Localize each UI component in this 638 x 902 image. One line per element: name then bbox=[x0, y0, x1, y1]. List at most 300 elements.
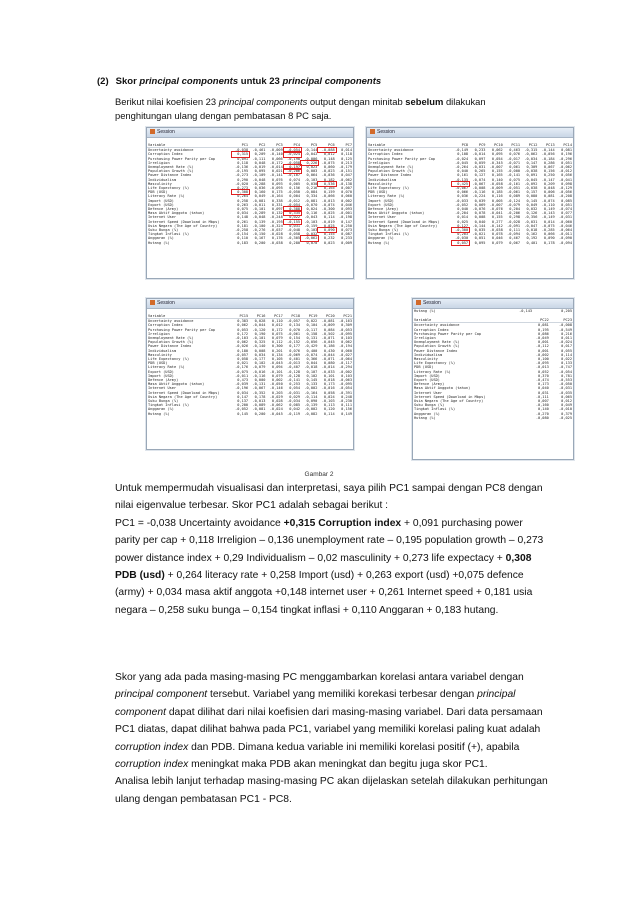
coefficient-cell: -0,010 bbox=[559, 407, 572, 412]
coefficient-cell: -0,101 bbox=[252, 207, 266, 212]
coefficient-cell: 0,536 bbox=[318, 182, 335, 186]
coefficient-cell: -0,071 bbox=[507, 160, 521, 165]
coefficient-cell: 0,095 bbox=[254, 169, 266, 174]
coefficient-cell: 0,107 bbox=[306, 369, 318, 374]
coefficient-cell: 0,062 bbox=[237, 340, 249, 345]
coefficient-cell: -0,429 bbox=[304, 344, 318, 349]
coefficient-cell: -0,074 bbox=[541, 198, 555, 203]
column-header-variable: Variable bbox=[147, 143, 232, 148]
coefficient-cell: -0,031 bbox=[559, 215, 572, 220]
variable-name: Uncertainty avoidance bbox=[148, 319, 194, 324]
coefficient-cell: -0,011 bbox=[559, 232, 572, 237]
variable-name: Unemployment Rate (%) bbox=[368, 165, 414, 170]
coefficient-cell: 0,300 bbox=[271, 344, 283, 349]
table-row bbox=[147, 412, 353, 416]
coefficient-cell: 0,147 bbox=[341, 219, 352, 224]
coefficient-cell: -0,111 bbox=[252, 156, 266, 161]
coefficient-cell: -0,053 bbox=[339, 327, 352, 332]
coefficient-cell: 0,070 bbox=[341, 190, 352, 195]
variable-name: Literacy Rate (%) bbox=[368, 194, 405, 199]
coefficient-cell: 0,137 bbox=[237, 399, 249, 404]
variable-name: Population Growth (%) bbox=[148, 340, 194, 345]
coefficient-cell: -0,151 bbox=[339, 169, 352, 174]
coefficient-cell: -0,062 bbox=[269, 403, 283, 408]
coefficient-cell: -0,075 bbox=[541, 223, 555, 228]
coefficient-cell: -0,009 bbox=[269, 148, 283, 153]
coefficient-cell: 0,048 bbox=[254, 160, 266, 165]
coefficient-cell: 0,172 bbox=[271, 327, 283, 332]
variable-name: Hutang (%) bbox=[414, 415, 436, 420]
coefficient-cell: 0,467 bbox=[509, 236, 521, 241]
coefficient-cell: -0,094 bbox=[559, 240, 572, 245]
coefficient-cell: 0,094 bbox=[271, 365, 283, 370]
coefficient-cell: 0,031 bbox=[537, 390, 549, 395]
coefficient-cell: 0,263 bbox=[237, 202, 249, 207]
coefficient-cell: 0,076 bbox=[289, 348, 301, 353]
variable-name: Power Distance Index bbox=[148, 173, 192, 178]
coefficient-cell: 0,036 bbox=[254, 186, 266, 191]
coefficient-cell: 0,007 bbox=[341, 186, 352, 191]
coefficient-cell: -0,056 bbox=[304, 340, 318, 345]
coefficient-cell: -0,230 bbox=[339, 399, 352, 404]
coefficient-cell: 0,127 bbox=[457, 223, 469, 228]
coefficient-cell: -0,050 bbox=[559, 382, 572, 387]
pc1-paragraph: Untuk mempermudah visualisasi dan interpretasi, saya pilih PC1 sampai dengan PC8 dengan nilai eigenvalue terbesar. Skor PC1 adalah sebagai berikut : PC1 = -0,038 Uncertainty avoidance +0,315 Corruption index + 0,091 purchasing power parity per cap + 0,118 Irreligion – 0,136 unemployment rate – 0,195 population growth – 0,273 power distance index + 0,29 Individualism – 0,02 masculinity + 0,273 life expectacy + 0,308 PDB (usd) + 0,264 literacy rate + 0,258 Import (usd) + 0,263 export (usd) +0,075 defence (army) + 0,034 masa aktif anggota +0,148 internet user + 0,261 Internet speed + 0,181 usia negara – 0,258 suku bunga – 0,154 tingkat inflasi + 0,110 Anggaran + 0,183 hutang. bbox=[115, 483, 544, 616]
coefficient-cell: 0,186 bbox=[323, 344, 335, 349]
coefficient-cell: 0,172 bbox=[237, 331, 249, 336]
coefficient-cell: 0,012 bbox=[561, 399, 572, 404]
coefficient-cell: 0,075 bbox=[509, 177, 521, 182]
coefficient-cell: -0,038 bbox=[235, 148, 249, 153]
coefficient-cell: 0,081 bbox=[537, 323, 549, 328]
coefficient-cell: -0,056 bbox=[541, 152, 555, 157]
coefficient-cell: -0,144 bbox=[304, 148, 318, 153]
variable-name: Defence (Army) bbox=[414, 382, 445, 387]
coefficient-cell: 0,091 bbox=[237, 156, 249, 161]
coefficient-cell: -0,033 bbox=[455, 198, 469, 203]
coefficient-cell: 0,216 bbox=[561, 331, 572, 336]
coefficient-cell: 0,090 bbox=[543, 236, 555, 241]
coefficient-cell: 0,017 bbox=[561, 344, 572, 349]
coefficient-cell: 0,067 bbox=[509, 240, 521, 245]
variable-name: Usia Negara (The Age of Country) bbox=[148, 223, 218, 228]
coefficient-cell: 0,054 bbox=[289, 386, 301, 391]
coefficient-cell: -0,016 bbox=[252, 369, 266, 374]
session-icon bbox=[150, 300, 155, 305]
coefficient-cell: 0,425 bbox=[452, 182, 469, 186]
coefficient-cell: -0,000 bbox=[507, 169, 521, 174]
coefficient-cell: 0,085 bbox=[561, 198, 572, 203]
coefficient-cell: -0,075 bbox=[321, 160, 335, 165]
coefficient-cell: -0,270 bbox=[535, 411, 549, 416]
column-header-pc11: PC11 bbox=[504, 143, 521, 148]
variable-name: Masculinity bbox=[148, 352, 172, 357]
variable-name: Usia Negara (The Age of Country) bbox=[368, 223, 438, 228]
coefficient-cell: -0,029 bbox=[269, 394, 283, 399]
coefficient-cell: 0,127 bbox=[474, 173, 486, 178]
coefficient-cell: -0,034 bbox=[524, 156, 538, 161]
coefficient-cell: -0,007 bbox=[489, 202, 503, 207]
coefficient-cell: 0,059 bbox=[474, 160, 486, 165]
coefficient-cell: -0,045 bbox=[269, 411, 283, 416]
variable-name: Hutang (%) bbox=[148, 240, 170, 245]
coefficient-cell: 0,062 bbox=[491, 148, 503, 153]
coefficient-cell: -0,048 bbox=[252, 177, 266, 182]
coefficient-table bbox=[147, 143, 353, 245]
coefficient-cell: 0,049 bbox=[561, 403, 572, 408]
table-row bbox=[147, 241, 353, 245]
variable-name: Anggaran (%) bbox=[368, 236, 394, 241]
coefficient-cell: -0,002 bbox=[339, 369, 352, 374]
section-heading: (2) Skor principal components untuk 23 principal components bbox=[97, 76, 382, 87]
coefficient-cell: 0,095 bbox=[491, 152, 503, 157]
coefficient-cell: 0,005 bbox=[289, 181, 301, 186]
session-window-pc22-pc23 bbox=[412, 298, 574, 460]
coefficient-cell: 0,250 bbox=[341, 223, 352, 228]
coefficient-cell: -0,084 bbox=[304, 190, 318, 195]
coefficient-cell: -0,041 bbox=[559, 177, 572, 182]
column-header-pc1: PC1 bbox=[232, 143, 249, 148]
coefficient-cell: 0,034 bbox=[237, 390, 249, 395]
coefficient-cell: -0,089 bbox=[252, 403, 266, 408]
coefficient-cell: -0,044 bbox=[321, 352, 335, 357]
coefficient-cell: -0,124 bbox=[507, 198, 521, 203]
column-header-pc21: PC21 bbox=[336, 314, 353, 319]
variable-name: Purchasing Power Parity per Cap bbox=[148, 327, 216, 332]
coefficient-cell: -0,391 bbox=[339, 390, 352, 395]
coefficient-cell: 0,040 bbox=[474, 219, 486, 224]
coefficient-cell: -0,046 bbox=[559, 223, 572, 228]
coefficient-cell: 0,070 bbox=[289, 327, 301, 332]
coefficient-cell: -0,008 bbox=[472, 186, 486, 191]
coefficient-cell: -0,018 bbox=[304, 365, 318, 370]
coefficient-cell: -0,028 bbox=[507, 219, 521, 224]
coefficient-cell: 0,040 bbox=[537, 386, 549, 391]
coefficient-cell: 0,175 bbox=[271, 190, 283, 195]
variable-name: Export (USD) bbox=[414, 378, 440, 383]
column-header-pc15: PC15 bbox=[232, 314, 249, 319]
coefficient-cell: 0,190 bbox=[254, 331, 266, 336]
coefficient-cell: -0,041 bbox=[489, 211, 503, 216]
variable-name: Power Distance Index bbox=[368, 173, 412, 178]
coefficient-cell: -0,149 bbox=[455, 148, 469, 153]
coefficient-cell: 0,097 bbox=[474, 156, 486, 161]
coefficient-cell: 0,001 bbox=[537, 340, 549, 345]
variable-name: Defence (Army) bbox=[148, 378, 179, 383]
variable-name: Irreligion bbox=[368, 160, 390, 165]
coefficient-cell: -0,034 bbox=[287, 399, 301, 404]
coefficient-cell: -0,028 bbox=[269, 232, 283, 237]
coefficient-cell: -0,074 bbox=[304, 352, 318, 357]
coefficient-cell: -0,074 bbox=[559, 207, 572, 212]
window-titlebar[interactable]: Session bbox=[413, 299, 573, 309]
column-header-pc5: PC5 bbox=[301, 143, 318, 148]
coefficient-cell: 0,201 bbox=[271, 348, 283, 353]
coefficient-cell: 0,370 bbox=[537, 373, 549, 378]
column-header-variable: Variable bbox=[367, 143, 452, 148]
coefficient-cell: -0,195 bbox=[235, 169, 249, 174]
coefficient-cell: -0,063 bbox=[339, 378, 352, 383]
coefficient-cell: 0,116 bbox=[491, 194, 503, 199]
coefficient-cell: -0,050 bbox=[269, 382, 283, 387]
intro-paragraph: Berikut nilai koefisien 23 principal components output dengan minitab sebelum dilakukan penghitungan ulang dengan pembatasan 8 PC saja. bbox=[115, 96, 486, 121]
window-titlebar[interactable]: Session bbox=[367, 128, 573, 138]
variable-name: Population Growth (%) bbox=[414, 344, 460, 349]
coefficient-cell: -0,036 bbox=[321, 173, 335, 178]
coefficient-cell: -0,159 bbox=[304, 223, 318, 228]
coefficient-cell: 0,195 bbox=[537, 327, 549, 332]
variable-name: Import (USD) bbox=[148, 198, 174, 203]
coefficient-cell: 0,200 bbox=[254, 240, 266, 245]
coefficient-cell: 0,078 bbox=[474, 211, 486, 216]
coefficient-cell: -0,352 bbox=[252, 390, 266, 395]
coefficient-cell: -0,100 bbox=[252, 223, 266, 228]
coefficient-cell: -0,045 bbox=[269, 361, 283, 366]
coefficient-cell: 0,155 bbox=[323, 232, 335, 237]
coefficient-cell: -0,024 bbox=[455, 156, 469, 161]
coefficient-cell: -0,172 bbox=[269, 160, 283, 165]
variable-name: Unemployment Rate (%) bbox=[148, 165, 194, 170]
coefficient-cell: 0,185 bbox=[491, 190, 503, 195]
coefficient-cell: 0,028 bbox=[271, 399, 283, 404]
variable-name: Purchasing Power Parity per Cap bbox=[368, 156, 436, 161]
coefficient-cell: 0,148 bbox=[323, 156, 335, 161]
coefficient-cell: -0,045 bbox=[455, 160, 469, 165]
coefficient-cell: 0,253 bbox=[289, 382, 301, 387]
coefficient-cell: 0,078 bbox=[491, 232, 503, 237]
column-header-pc13: PC13 bbox=[538, 143, 555, 148]
coefficient-cell: 0,209 bbox=[254, 152, 266, 157]
coefficient-cell: 0,145 bbox=[306, 378, 318, 383]
coefficient-cell: -0,056 bbox=[559, 190, 572, 195]
coefficient-cell: -0,206 bbox=[507, 211, 521, 216]
coefficient-cell: 0,051 bbox=[474, 236, 486, 241]
variable-name: Suku Bunga (%) bbox=[148, 399, 179, 404]
variable-name: Export (USD) bbox=[368, 202, 394, 207]
coefficient-cell: 0,176 bbox=[271, 236, 283, 241]
coefficient-cell: 0,006 bbox=[543, 190, 555, 195]
coefficient-cell: -0,081 bbox=[304, 198, 318, 203]
variable-name: Tingkat Inflasi (%) bbox=[148, 403, 190, 408]
coefficient-cell: 0,277 bbox=[491, 219, 503, 224]
coefficient-cell: -0,095 bbox=[339, 382, 352, 387]
variable-name: Export (USD) bbox=[148, 369, 174, 374]
coefficient-cell: 0,058 bbox=[237, 357, 249, 362]
coefficient-table bbox=[367, 143, 573, 245]
coefficient-cell: -0,117 bbox=[304, 327, 318, 332]
coefficient-cell: 0,056 bbox=[561, 173, 572, 178]
coefficient-cell: -0,002 bbox=[304, 386, 318, 391]
coefficient-cell: -0,164 bbox=[304, 390, 318, 395]
coefficient-cell: 0,034 bbox=[254, 352, 266, 357]
coefficient-cell: -0,042 bbox=[304, 152, 318, 157]
coefficient-cell: -0,140 bbox=[252, 344, 266, 349]
coefficient-cell: -0,144 bbox=[472, 223, 486, 228]
coefficient-cell: 0,165 bbox=[323, 186, 335, 191]
variable-name: Internet Speed (Download in Mbps) bbox=[148, 390, 220, 395]
variable-name: Internet User bbox=[368, 215, 397, 220]
coefficient-cell: 0,028 bbox=[254, 319, 266, 324]
coefficient-cell: 0,023 bbox=[306, 165, 318, 170]
variable-name: Internet User bbox=[148, 215, 177, 220]
coefficient-cell: 0,160 bbox=[254, 190, 266, 195]
coefficient-cell: -0,184 bbox=[541, 156, 555, 161]
coefficient-cell: -0,067 bbox=[252, 386, 266, 391]
variable-name: PDB (USD) bbox=[368, 190, 388, 195]
coefficient-cell: -0,549 bbox=[559, 327, 572, 332]
variable-name: Individualism bbox=[368, 177, 397, 182]
coefficient-cell: -0,141 bbox=[269, 173, 283, 178]
coefficient-cell: 0,102 bbox=[254, 361, 266, 366]
coefficient-cell: 0,061 bbox=[509, 165, 521, 170]
coefficient-cell: -0,502 bbox=[321, 331, 335, 336]
coefficient-cell: -0,289 bbox=[252, 211, 266, 216]
coefficient-cell: 0,060 bbox=[323, 165, 335, 170]
coefficient-cell: -0,054 bbox=[339, 386, 352, 391]
coefficient-cell: -0,120 bbox=[252, 327, 266, 332]
coefficient-cell: 0,315 bbox=[232, 152, 249, 156]
coefficient-cell: 0,118 bbox=[341, 152, 352, 157]
coefficient-cell: -0,057 bbox=[287, 319, 301, 324]
coefficient-cell: 0,161 bbox=[457, 173, 469, 178]
column-header-pc7: PC7 bbox=[336, 143, 353, 148]
coefficient-cell: 0,226 bbox=[301, 161, 318, 165]
coefficient-cell: -0,103 bbox=[235, 336, 249, 341]
coefficient-cell: -0,143 bbox=[519, 309, 533, 313]
coefficient-cell: 0,009 bbox=[341, 240, 352, 245]
coefficient-cell: 0,081 bbox=[561, 148, 572, 153]
coefficient-cell: 0,200 bbox=[254, 411, 266, 416]
coefficient-cell: -0,013 bbox=[321, 198, 335, 203]
coefficient-cell: 0,040 bbox=[457, 169, 469, 174]
coefficient-cell: -0,095 bbox=[269, 186, 283, 191]
coefficient-cell: 0,049 bbox=[526, 202, 538, 207]
variable-name: Purchasing Power Parity per Cap bbox=[148, 156, 216, 161]
column-header-pc22: PC22 bbox=[527, 318, 550, 323]
coefficient-cell: 0,095 bbox=[474, 240, 486, 245]
coefficient-cell: 0,147 bbox=[526, 160, 538, 165]
coefficient-cell: 0,335 bbox=[284, 211, 301, 215]
coefficient-cell: 0,102 bbox=[306, 373, 318, 378]
coefficient-cell: -0,024 bbox=[269, 407, 283, 412]
coefficient-cell: 0,110 bbox=[237, 236, 249, 241]
window-titlebar[interactable]: Session bbox=[147, 128, 353, 138]
coefficient-cell: 0,139 bbox=[254, 219, 266, 224]
variable-name: PDB (USD) bbox=[414, 365, 434, 370]
coefficient-cell: -0,195 bbox=[269, 219, 283, 224]
coefficient-cell: 0,155 bbox=[491, 169, 503, 174]
coefficient-cell: 0,400 bbox=[306, 348, 318, 353]
coefficient-cell: 0,178 bbox=[543, 240, 555, 245]
coefficient-cell: -0,016 bbox=[321, 386, 335, 391]
coefficient-cell: -0,064 bbox=[559, 228, 572, 233]
coefficient-cell: 0,051 bbox=[561, 160, 572, 165]
coefficient-cell: 0,103 bbox=[306, 228, 318, 233]
session-icon bbox=[370, 129, 375, 134]
coefficient-cell: 0,018 bbox=[323, 378, 335, 383]
coefficient-cell: 0,073 bbox=[341, 228, 352, 233]
coefficient-cell: -0,080 bbox=[535, 415, 549, 420]
coefficient-cell: -0,031 bbox=[559, 386, 572, 391]
coefficient-cell: 0,058 bbox=[323, 390, 335, 395]
coefficient-cell: -0,196 bbox=[235, 386, 249, 391]
coefficient-cell: 0,140 bbox=[537, 407, 549, 412]
coefficient-cell: 0,075 bbox=[271, 331, 283, 336]
coefficient-cell: 0,081 bbox=[543, 194, 555, 199]
variable-name: Internet Speed (Download in Mbps) bbox=[148, 219, 220, 224]
coefficient-cell: -0,258 bbox=[235, 228, 249, 233]
coefficient-cell: 0,216 bbox=[306, 186, 318, 191]
coefficient-cell: -0,074 bbox=[321, 202, 335, 207]
coefficient-cell: 0,116 bbox=[306, 211, 318, 216]
coefficient-cell: -0,101 bbox=[252, 336, 266, 341]
coefficient-cell: -0,013 bbox=[252, 399, 266, 404]
coefficient-cell: -0,224 bbox=[472, 194, 486, 199]
coefficient-cell: 0,100 bbox=[537, 357, 549, 362]
coefficient-cell: -0,079 bbox=[252, 365, 266, 370]
coefficient-cell: 0,290 bbox=[237, 177, 249, 182]
column-header-pc20: PC20 bbox=[318, 314, 335, 319]
coefficient-cell: 0,003 bbox=[306, 169, 318, 174]
column-header-pc6: PC6 bbox=[318, 143, 335, 148]
variable-name: Irreligion bbox=[414, 336, 436, 341]
coefficient-cell: 0,325 bbox=[254, 340, 266, 345]
coefficient-cell: -0,054 bbox=[559, 369, 572, 374]
coefficient-cell: -0,062 bbox=[559, 165, 572, 170]
variable-name: Tingkat Inflasi (%) bbox=[148, 232, 190, 237]
coefficient-cell: -0,060 bbox=[559, 219, 572, 224]
variable-name: Import (USD) bbox=[368, 198, 394, 203]
coefficient-cell: -0,045 bbox=[524, 177, 538, 182]
coefficient-cell: -0,128 bbox=[287, 373, 301, 378]
coefficient-cell: -0,082 bbox=[304, 411, 318, 416]
coefficient-cell: 0,049 bbox=[254, 194, 266, 199]
coefficient-cell: 0,334 bbox=[306, 194, 318, 199]
coefficient-cell: -0,012 bbox=[559, 169, 572, 174]
coefficient-cell: 0,077 bbox=[561, 211, 572, 216]
coefficient-cell: 0,463 bbox=[509, 148, 521, 153]
coefficient-cell: -0,071 bbox=[321, 336, 335, 341]
coefficient-cell: -0,021 bbox=[472, 232, 486, 237]
coefficient-cell: -0,052 bbox=[235, 407, 249, 412]
window-titlebar[interactable]: Session bbox=[147, 299, 353, 309]
coefficient-cell: -0,031 bbox=[472, 165, 486, 170]
coefficient-cell: 0,012 bbox=[323, 152, 335, 157]
variable-name: Export (USD) bbox=[148, 202, 174, 207]
coefficient-cell: 0,090 bbox=[306, 399, 318, 404]
coefficient-cell: 0,286 bbox=[543, 160, 555, 165]
coefficient-cell: 0,112 bbox=[271, 340, 283, 345]
coefficient-cell: -0,152 bbox=[287, 340, 301, 345]
coefficient-cell: 0,044 bbox=[306, 361, 318, 366]
coefficient-cell: 0,022 bbox=[561, 357, 572, 362]
variable-name: Import (USD) bbox=[148, 373, 174, 378]
coefficient-cell: 0,165 bbox=[491, 173, 503, 178]
coefficient-cell: -0,103 bbox=[321, 399, 335, 404]
coefficient-cell: 0,203 bbox=[271, 390, 283, 395]
coefficient-cell: -0,071 bbox=[321, 357, 335, 362]
coefficient-cell: -0,147 bbox=[541, 177, 555, 182]
variable-name: Masculinity bbox=[368, 181, 392, 186]
coefficient-cell: -0,044 bbox=[252, 323, 266, 328]
coefficient-cell: 0,261 bbox=[237, 219, 249, 224]
column-header-pc3: PC3 bbox=[266, 143, 283, 148]
coefficient-cell: -0,135 bbox=[455, 177, 469, 182]
coefficient-cell: 0,149 bbox=[341, 411, 352, 416]
coefficient-cell: 0,148 bbox=[237, 215, 249, 220]
variable-name: Masculinity bbox=[148, 181, 172, 186]
coefficient-cell: -0,206 bbox=[284, 169, 301, 173]
